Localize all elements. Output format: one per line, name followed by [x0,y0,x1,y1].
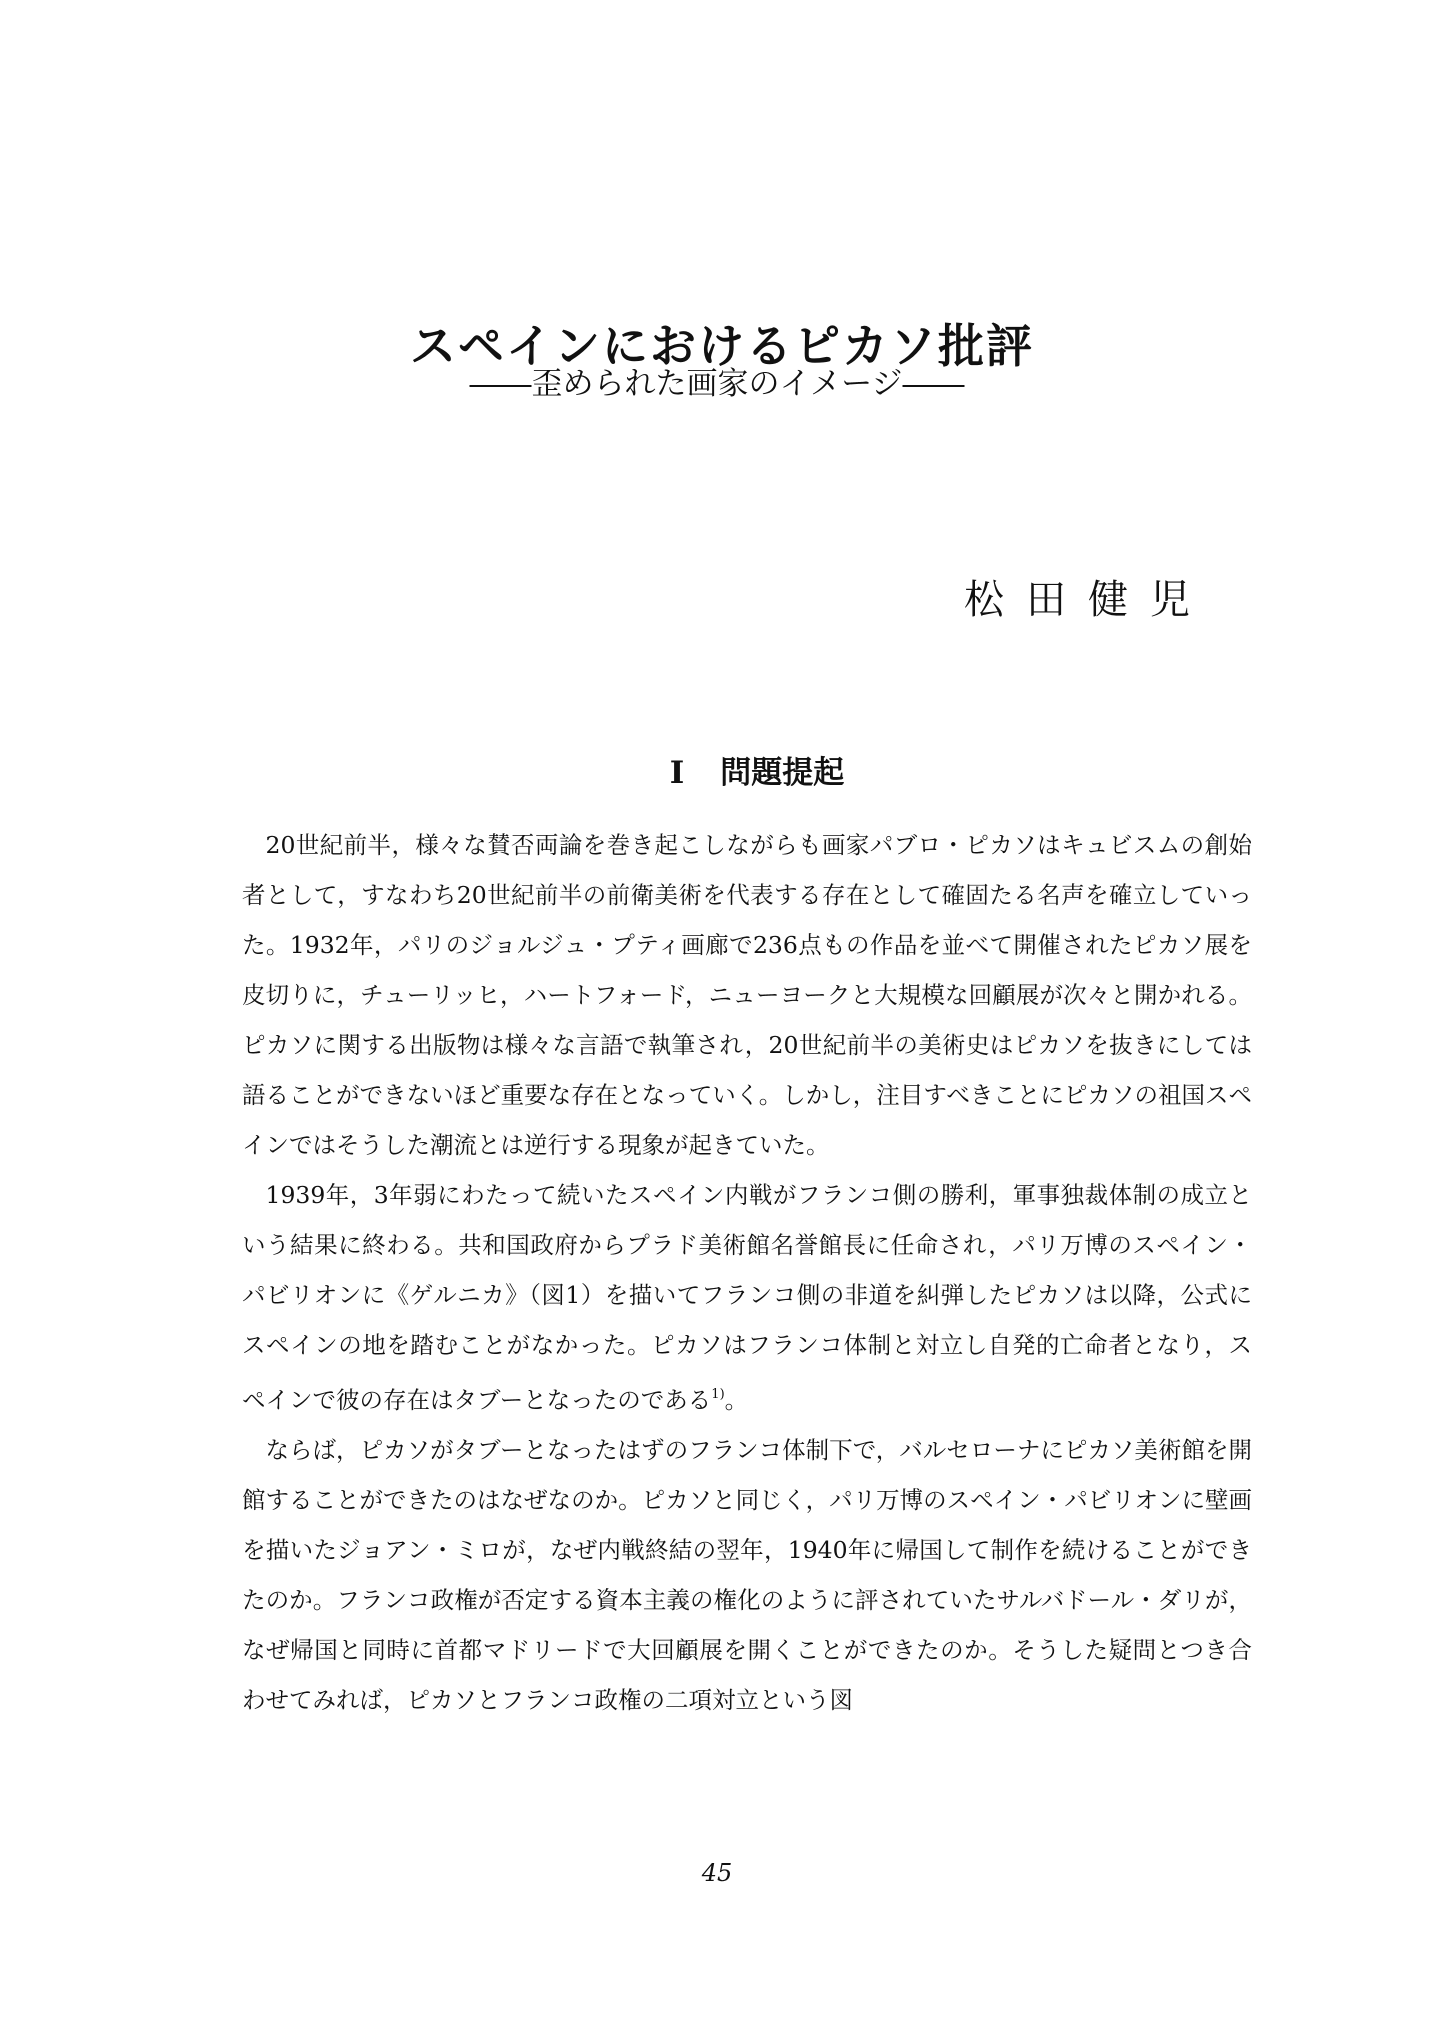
section-heading [0,751,1434,795]
page-number: 45 [701,1859,733,1887]
section-number: Ⅰ [669,754,685,791]
footnote-marker[interactable]: 1) [711,1387,725,1402]
section-title: 問題提起 [720,754,845,791]
paragraph: 20世紀前半，様々な賛否両論を巻き起こしながらも画家パブロ・ピカソはキュビスムの創始者として，すなわち20世紀前半の前衛美術を代表する存在として確固たる名声を確立していった。1932年，パリのジョルジュ・プティ画廊で236点もの作品を並べて開催されたピカソ展を皮切りに，チューリッヒ，ハートフォード，ニューヨークと大規模な回顧展が次々と開かれる。ピカソに関する出版物は様々な言語で執筆され，20世紀前半の美術史はピカソを抜きにしては語ることができないほど重要な存在となっていく。しかし，注目すべきことにピカソの祖国スペインではそうした潮流とは逆行する現象が起きていた。 [242,831,1252,1159]
author-name: 松田健児 [964,577,1212,623]
paragraph [242,1170,1252,1425]
body-text [242,820,1252,1725]
paragraph: ならば，ピカソがタブーとなったはずのフランコ体制下で，バルセローナにピカソ美術館を開館することができたのはなぜなのか。ピカソと同じく，パリ万博のスペイン・パビリオンに壁画を描いたジョアン・ミロが，なぜ内戦終結の翌年，1940年に帰国して制作を続けることができたのか。フランコ政権が否定する資本主義の権化のように評されていたサルバドール・ダリが，なぜ帰国と同時に首都マドリードで大回顧展を開くことができたのか。そうした疑問とつき合わせてみれば，ピカソとフランコ政権の二項対立という図 [242,1436,1252,1714]
paragraph-text: 1939年，3年弱にわたって続いたスペイン内戦がフランコ側の勝利，軍事独裁体制の成立という結果に終わる。共和国政府からプラド美術館名誉館長に任命され，パリ万博のスペイン・パビリオンに《ゲルニカ》（図1）を描いてフランコ側の非道を糾弾したピカソは以降，公式にスペインの地を踏むことがなかった。ピカソはフランコ体制と対立し自発的亡命者となり，スペインで彼の存在はタブーとなったのである [242,1181,1252,1414]
article-subtitle: ――歪められた画家のイメージ―― [469,366,965,402]
article-title: スペインにおけるピカソ批評 [410,318,1034,373]
paragraph-text-end: 。 [724,1386,749,1414]
